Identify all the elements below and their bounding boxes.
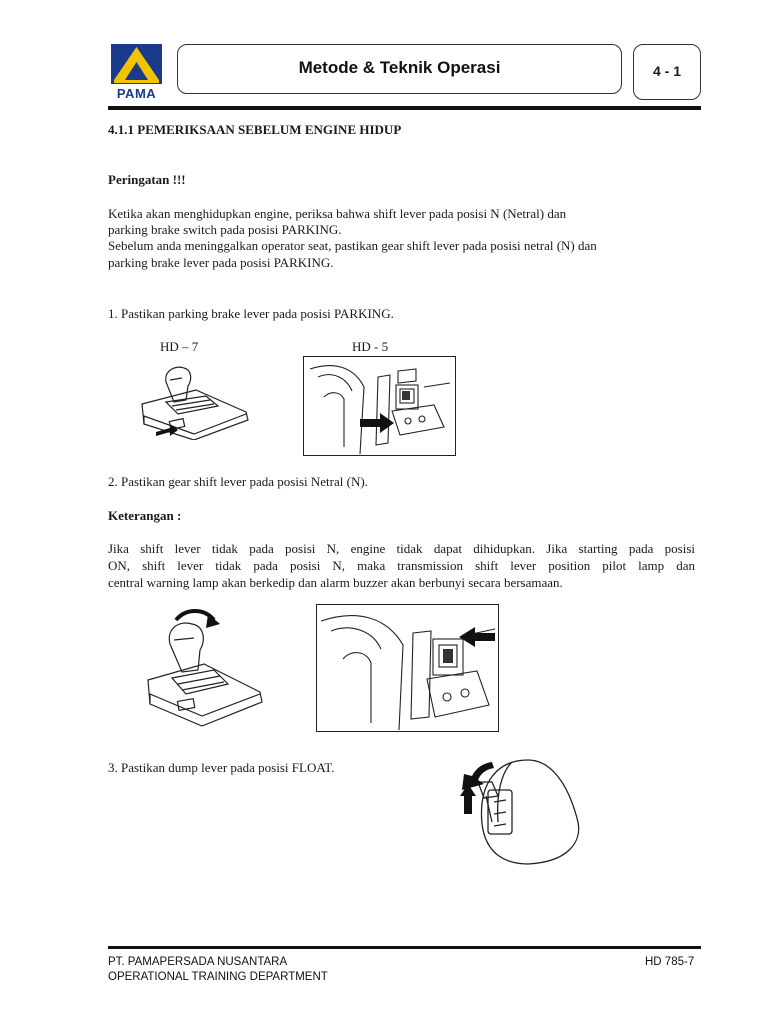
step-3: 3. Pastikan dump lever pada posisi FLOAT. [108,760,335,775]
gear-shift-lever-figure [142,604,268,728]
note-line: ON, shift lever tidak pada posisi N, maka transmission shift lever position pilot lamp dan [108,558,695,573]
footer-model: HD 785-7 [645,956,695,968]
note-line: central warning lamp akan berkedip dan alarm buzzer akan berbunyi secara bersamaan. [108,575,563,590]
title-box [177,44,622,94]
warning-line: parking brake switch pada posisi PARKING. [108,222,342,237]
note-label: Keterangan : [108,508,182,523]
step-1: 1. Pastikan parking brake lever pada posisi PARKING. [108,306,394,321]
warning-line: Sebelum anda meninggalkan operator seat, pastikan gear shift lever pada posisi netral (N) dan [108,238,597,253]
warning-line: parking brake lever pada posisi PARKING. [108,255,334,270]
hd5-gear-shift-illustration [317,605,497,730]
hd5-parking-lever-figure [303,356,456,456]
footer-department: OPERATIONAL TRAINING DEPARTMENT [108,971,328,983]
warning-line: Ketika akan menghidupkan engine, periksa bahwa shift lever pada posisi N (Netral) dan [108,206,567,221]
hd5-gear-shift-figure [316,604,499,732]
pama-logo [108,42,165,102]
page-number: 4 - 1 [652,63,681,79]
section-heading: 4.1.1 PEMERIKSAAN SEBELUM ENGINE HIDUP [108,122,402,137]
logo-text: PAMA [116,86,157,101]
parking-lever-illustration [136,360,256,440]
footer-divider [108,946,701,949]
page-number-box [633,44,701,100]
warning-label: Peringatan !!! [108,172,186,187]
hd7-parking-lever-figure [136,360,256,440]
dump-lever-figure [458,752,584,868]
figure-label-hd5: HD - 5 [352,339,389,354]
note-line: Jika shift lever tidak pada posisi N, engine tidak dapat dihidupkan. Jika starting pada posisi [108,541,695,556]
page-title: Metode & Teknik Operasi [298,58,501,77]
pama-logo-icon [108,42,165,86]
gear-shift-illustration [142,604,268,728]
step-2: 2. Pastikan gear shift lever pada posisi Netral (N). [108,474,368,489]
dump-lever-illustration [458,752,584,868]
footer-company: PT. PAMAPERSADA NUSANTARA [108,956,288,968]
hd5-cab-illustration [304,357,454,454]
figure-label-hd7: HD – 7 [160,339,199,354]
header-divider [108,106,701,110]
